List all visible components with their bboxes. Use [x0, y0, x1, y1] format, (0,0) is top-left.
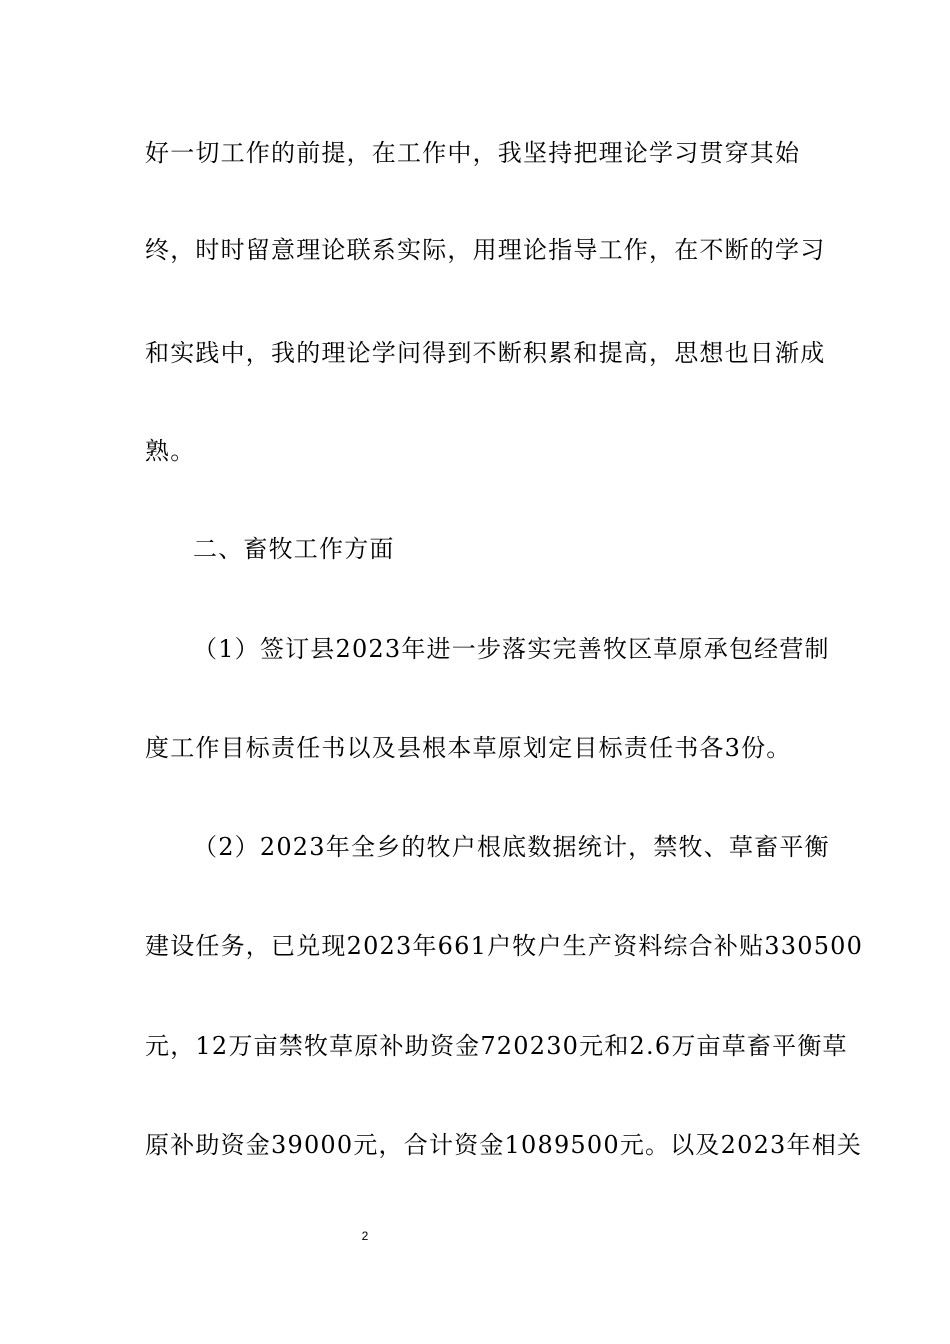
paragraph-line: 好一切工作的前提，在工作中，我坚持把理论学习贯穿其始	[145, 139, 801, 167]
paragraph-line: 度工作目标责任书以及县根本草原划定目标责任书各3份。	[145, 734, 792, 762]
paragraph-line: 和实践中，我的理论学问得到不断积累和提高，思想也日渐成	[145, 339, 826, 367]
paragraph-line: 终，时时留意理论联系实际，用理论指导工作，在不断的学习	[145, 236, 826, 264]
paragraph-line: 建设任务，已兑现2023年661户牧户生产资料综合补贴330500	[145, 932, 864, 960]
paragraph-line: 元，12万亩禁牧草原补助资金720230元和2.6万亩草畜平衡草	[145, 1032, 848, 1060]
paragraph-line: （1）签订县2023年进一步落实完善牧区草原承包经营制	[193, 635, 830, 663]
paragraph-line: （2）2023年全乡的牧户根底数据统计，禁牧、草畜平衡	[193, 833, 830, 861]
paragraph-line: 原补助资金39000元，合计资金1089500元。以及2023年相关	[145, 1131, 863, 1159]
paragraph-line: 熟。	[145, 437, 196, 465]
page-number: 2	[361, 1229, 369, 1243]
section-heading: 二、畜牧工作方面	[193, 535, 395, 563]
